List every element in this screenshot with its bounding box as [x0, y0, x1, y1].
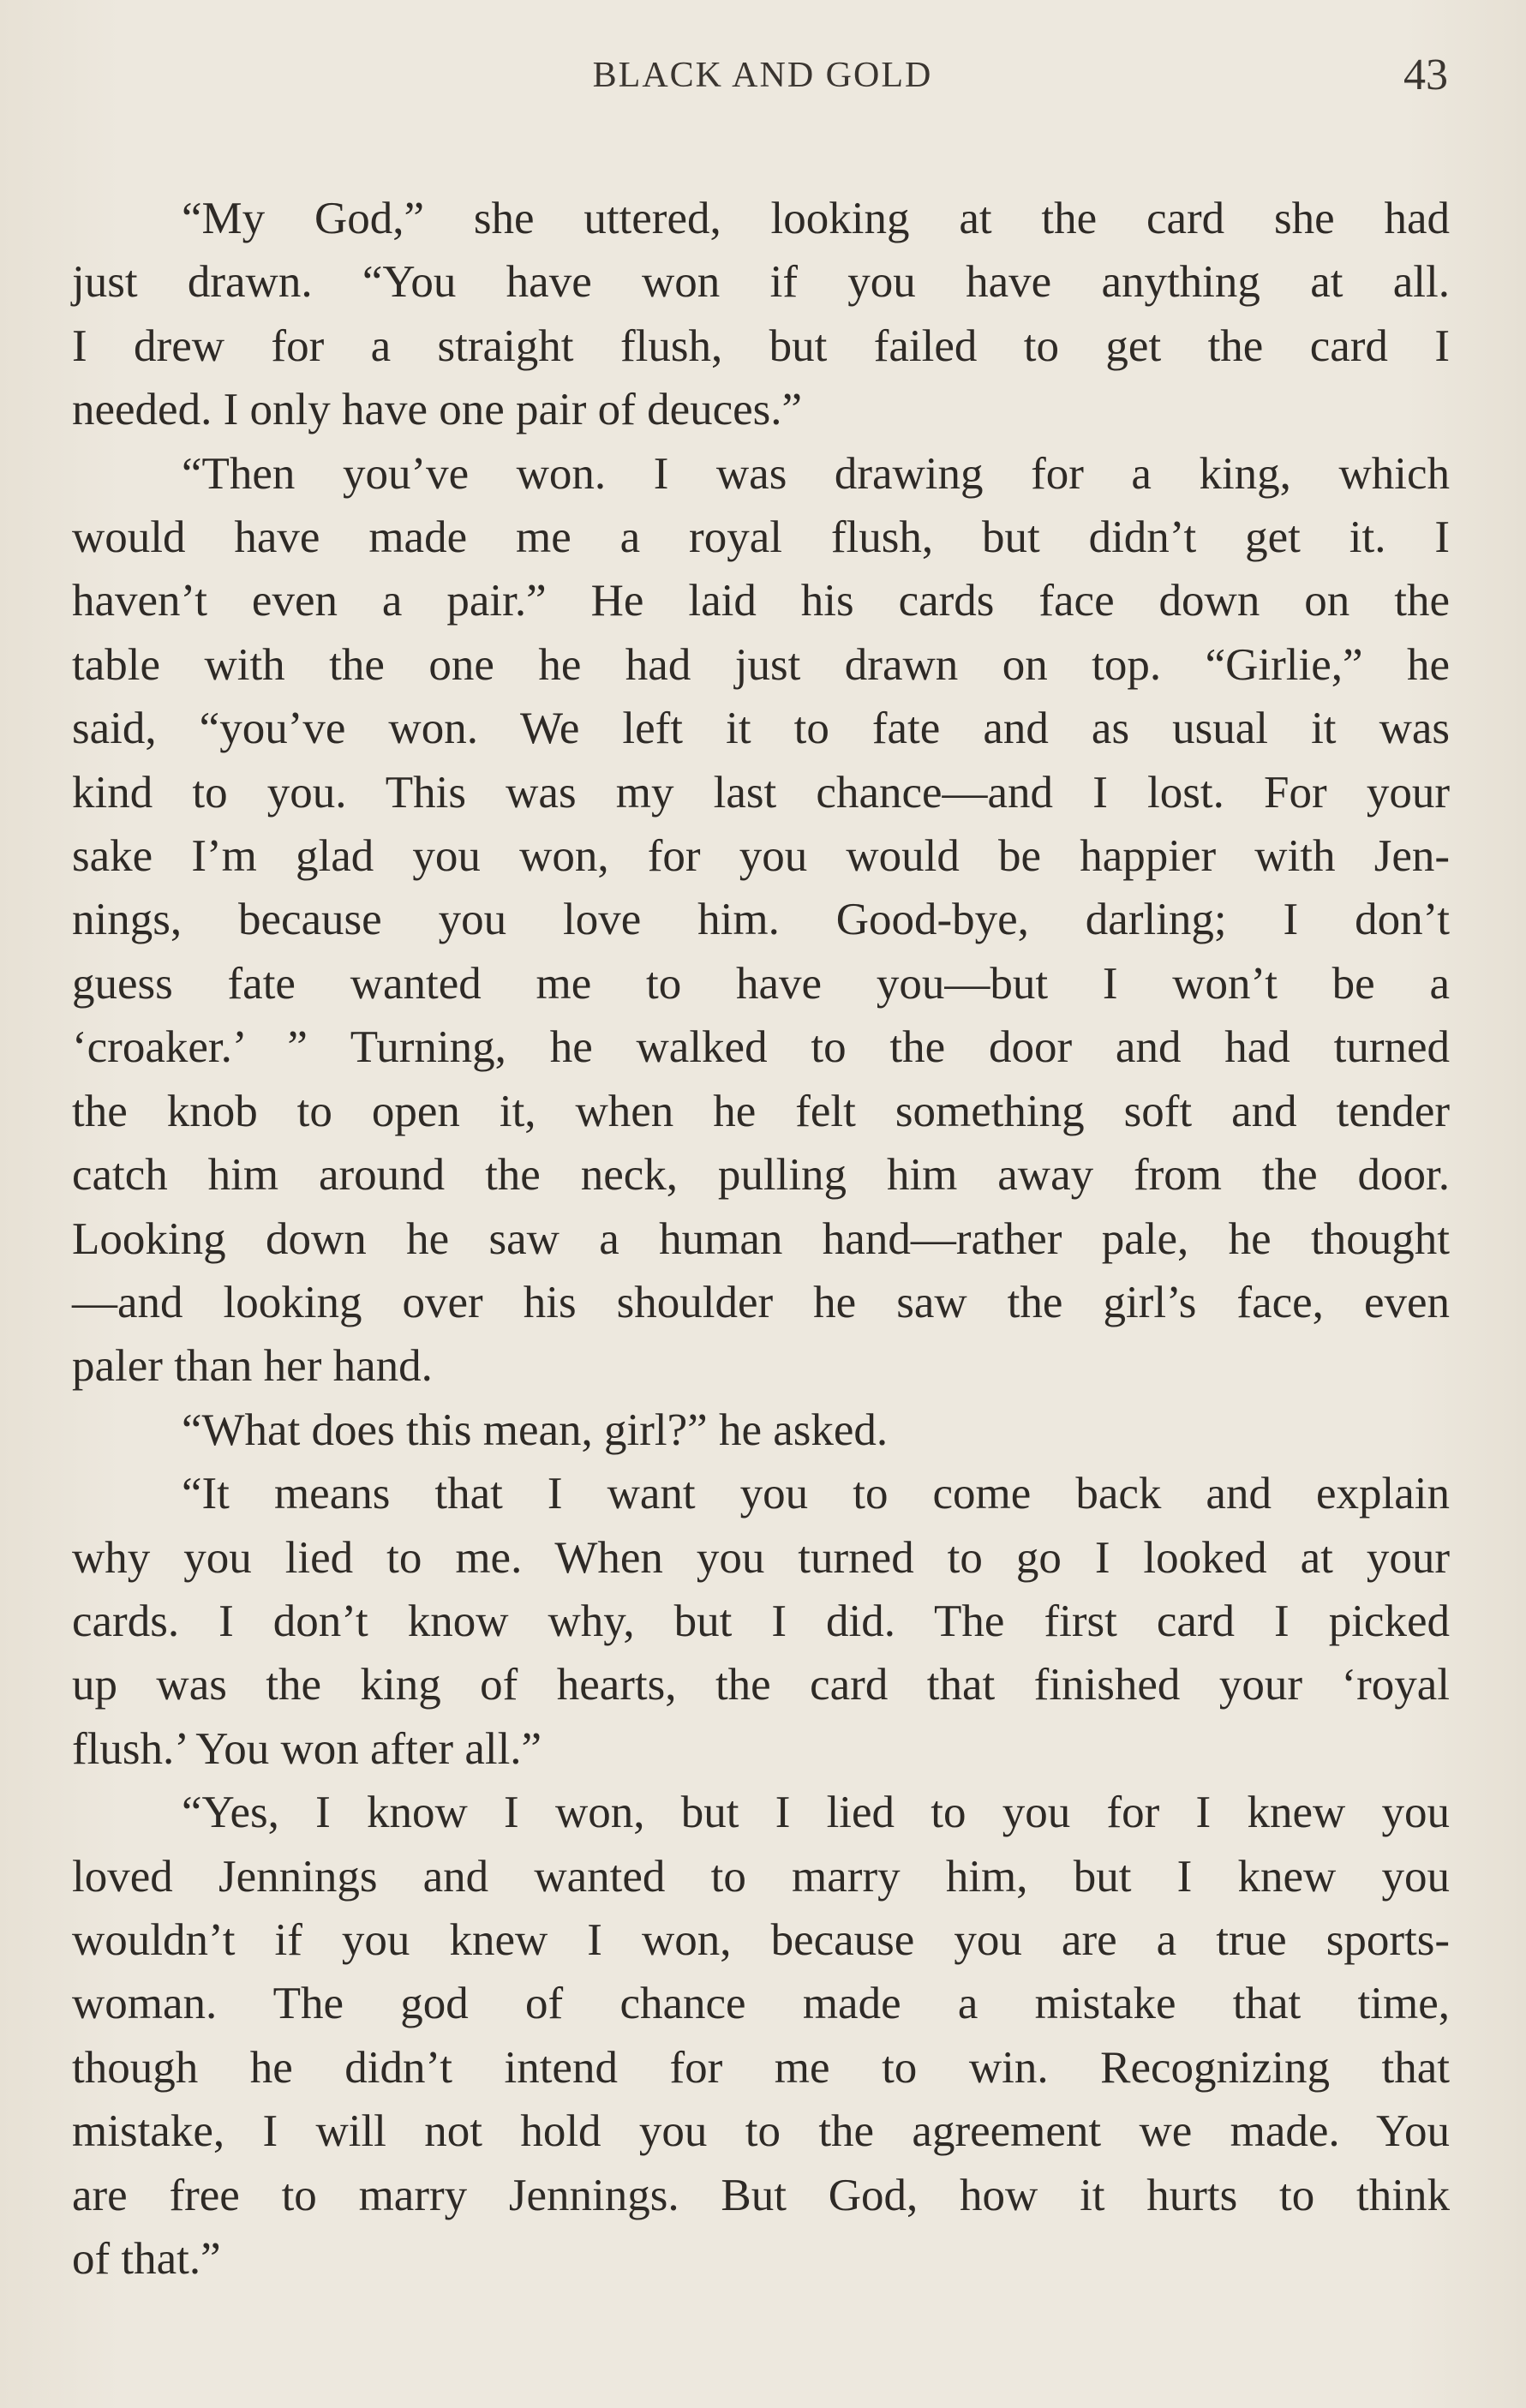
text-line: ‘croaker.’ ” Turning, he walked to the door and had turned — [72, 1022, 1450, 1073]
text-line: woman. The god of chance made a mistake that time, — [72, 1979, 1450, 2029]
text-line: loved Jennings and wanted to marry him, but I knew you — [72, 1851, 1450, 1902]
text-line: “Then you’ve won. I was drawing for a king, which — [182, 448, 1450, 499]
text-line: Looking down he saw a human hand—rather pale, he thought — [72, 1213, 1450, 1264]
text-line: table with the one he had just drawn on top. “Girlie,” he — [72, 639, 1450, 690]
text-line: of that.” — [72, 2234, 221, 2284]
text-line: cards. I don’t know why, but I did. The first card I picked — [72, 1596, 1450, 1646]
text-line: though he didn’t intend for me to win. Recognizing that — [72, 2042, 1450, 2093]
text-line: said, “you’ve won. We left it to fate and as usual it was — [72, 704, 1450, 754]
paragraph-5 — [72, 1781, 1450, 2291]
text-line: “My God,” she uttered, looking at the card she had — [182, 194, 1450, 243]
text-line: “What does this mean, girl?” he asked. — [182, 1405, 889, 1455]
paragraph-3 — [72, 1399, 1450, 1462]
text-line: “Yes, I know I won, but I lied to you for I knew you — [182, 1788, 1450, 1838]
text-line: —and looking over his shoulder he saw the girl’s face, even — [72, 1277, 1450, 1327]
text-line: kind to you. This was my last chance—and I lost. For your — [72, 767, 1450, 818]
body-text — [72, 187, 1450, 2291]
text-line: catch him around the neck, pulling him away from the door. — [72, 1150, 1450, 1201]
text-line: I drew for a straight flush, but failed to get the card I — [72, 320, 1450, 371]
text-line: the knob to open it, when he felt something soft and tender — [72, 1086, 1450, 1136]
text-line: mistake, I will not hold you to the agreement we made. You — [72, 2106, 1450, 2157]
text-line: haven’t even a pair.” He laid his cards face down on the — [72, 576, 1450, 626]
text-line: wouldn’t if you knew I won, because you are a true sports- — [72, 1914, 1450, 1965]
page-number: 43 — [1403, 51, 1448, 99]
text-line: nings, because you love him. Good-bye, darling; I don’t — [72, 895, 1450, 945]
text-line: sake I’m glad you won, for you would be happier with Jen- — [72, 831, 1450, 882]
text-line: guess fate wanted me to have you—but I won’t be a — [72, 958, 1450, 1009]
running-header — [0, 50, 1526, 101]
text-line: needed. I only have one pair of deuces.” — [72, 385, 803, 435]
paragraph-1 — [72, 187, 1450, 442]
text-line: up was the king of hearts, the card that finished your ‘royal — [72, 1660, 1450, 1710]
running-title: BLACK AND GOLD — [592, 56, 933, 95]
paragraph-4 — [72, 1462, 1450, 1781]
text-line: paler than her hand. — [72, 1341, 433, 1392]
text-line: just drawn. “You have won if you have anything at all. — [72, 257, 1450, 308]
text-line: flush.’ You won after all.” — [72, 1723, 542, 1774]
text-line: are free to marry Jennings. But God, how it hurts to think — [72, 2170, 1450, 2220]
text-line: “It means that I want you to come back and explain — [182, 1469, 1450, 1519]
text-line: why you lied to me. When you turned to go I looked at your — [72, 1532, 1450, 1583]
paragraph-2 — [72, 442, 1450, 1399]
text-line: would have made me a royal flush, but didn’t get it. I — [72, 512, 1450, 563]
